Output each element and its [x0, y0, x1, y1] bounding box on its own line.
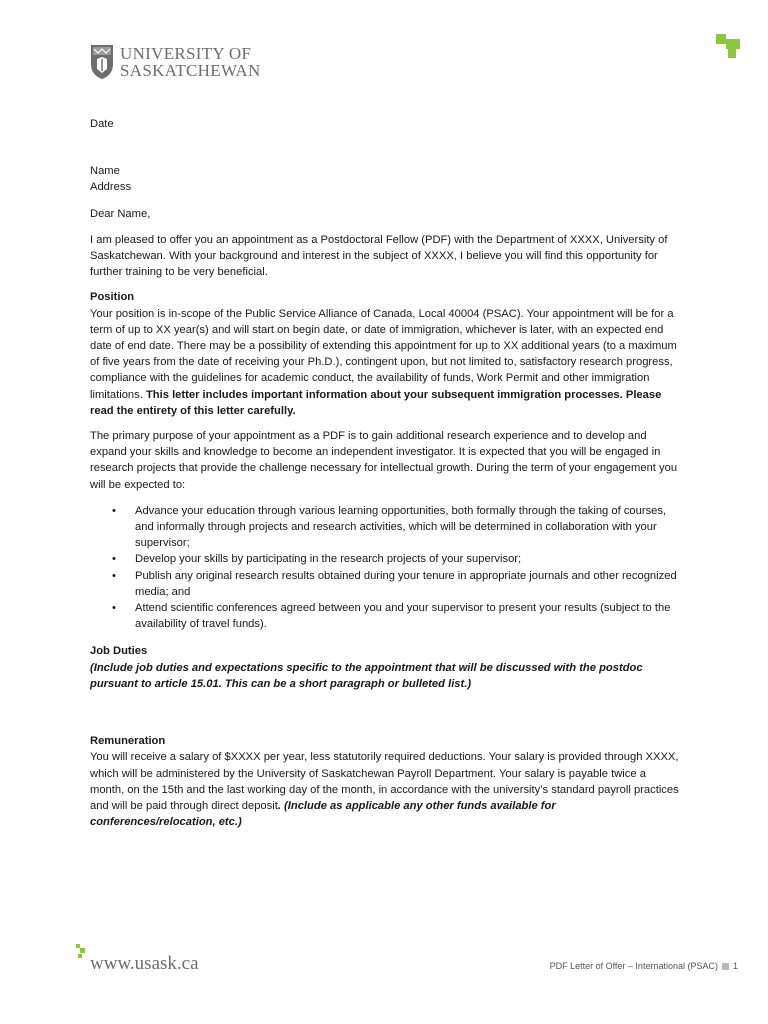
recipient-name: Name: [90, 165, 120, 178]
green-dots-icon: [76, 944, 88, 960]
bullet-icon: •: [112, 569, 116, 582]
green-squares-icon: [716, 34, 740, 58]
list-item: [90, 568, 680, 600]
list-item-text: Attend scientific conferences agreed between you and your supervisor to present your results (subject to the availability of travel funds).: [135, 602, 671, 631]
position-paragraph: [90, 306, 680, 419]
bullet-icon: •: [112, 504, 116, 517]
list-item: [90, 551, 680, 567]
list-item-text: Advance your education through various learning opportunities, both formally through the taking of courses, and informally through projects and research activities, which will be determined in collaboration with your supervisor;: [135, 504, 667, 550]
remuneration-text: You will receive a salary of $XXXX per year, less statutorily required deductions. Your salary is provided through XXXX, which will be administered by the University of Saskatchewan Payroll Department. Your salary is payable twice a month, on the 15th and the last working day of the month, in accordance with the university’s standard payroll practices and will be paid through direct deposit: [90, 751, 679, 812]
intro-paragraph: I am pleased to offer you an appointment as a Postdoctoral Fellow (PDF) with the Department of XXXX, University of Saskatchewan. With your background and interest in the subject of XXXX, I believe you will find this opportunity for further training to be very beneficial.: [90, 233, 668, 279]
logo-line-1: UNIVERSITY OF: [120, 44, 252, 63]
logo-wordmark: [120, 45, 261, 79]
page-number: 1: [732, 961, 738, 971]
bullet-icon: •: [112, 602, 116, 615]
list-item: [90, 600, 680, 632]
remuneration-note: . (Include as applicable any other funds available for conferences/relocation, etc.): [90, 799, 556, 829]
remuneration-heading: Remuneration: [90, 735, 166, 748]
list-item-text: Publish any original research results obtained during your tenure in appropriate journals and other recognized media; and: [135, 569, 677, 598]
recipient-address: Address: [90, 181, 132, 194]
purpose-paragraph: The primary purpose of your appointment as a PDF is to gain additional research experience and to develop and expand your skills and knowledge to become an independent investigator. It is expected that you will be engaged in research projects that provide the challenge necessary for intellectual growth. During the term of your engagement you will be expected to:: [90, 430, 678, 491]
bullet-icon: •: [112, 553, 116, 566]
letter-body: [90, 116, 680, 830]
footer-doc-info: [550, 961, 738, 971]
job-duties-text: (Include job duties and expectations specific to the appointment that will be discussed with the postdoc pursuant to article 15.01. This can be a short paragraph or bulleted list.): [90, 661, 643, 690]
position-heading: Position: [90, 291, 135, 304]
footer-doc-title: PDF Letter of Offer – International (PSAC): [549, 961, 718, 971]
expectations-list: [90, 503, 680, 633]
immigration-notice: This letter includes important information about your subsequent immigration processes. Please read the entirety of this letter carefully.: [90, 388, 662, 417]
footer-url: www.usask.ca: [90, 953, 199, 974]
remuneration-paragraph: [90, 749, 680, 830]
university-logo: [90, 44, 261, 80]
logo-line-2: SASKATCHEWAN: [120, 61, 261, 80]
list-item: [90, 503, 680, 552]
letter-date: Date: [90, 118, 114, 130]
square-separator-icon: [722, 963, 729, 970]
position-text: Your position is in-scope of the Public Service Alliance of Canada, Local 40004 (PSAC). Your appointment will be for a term of up to XX year(s) and will start on begin date, or date of immigration, whichever is later, with an expected end date of end date. There may be a possibility of extending this appointment for up to XX additional years (to a maximum of five years from the date of receiving your Ph.D.), contingent upon, but not limited to, satisfactory research progress, compliance with the guidelines for academic conduct, the availability of funds, Work Permit and other immigration limitations.: [90, 307, 677, 401]
list-item-text: Develop your skills by participating in the research projects of your supervisor;: [135, 553, 522, 566]
salutation: Dear Name,: [90, 207, 151, 220]
crest-icon: [90, 44, 114, 80]
job-duties-heading: Job Duties: [90, 645, 148, 658]
